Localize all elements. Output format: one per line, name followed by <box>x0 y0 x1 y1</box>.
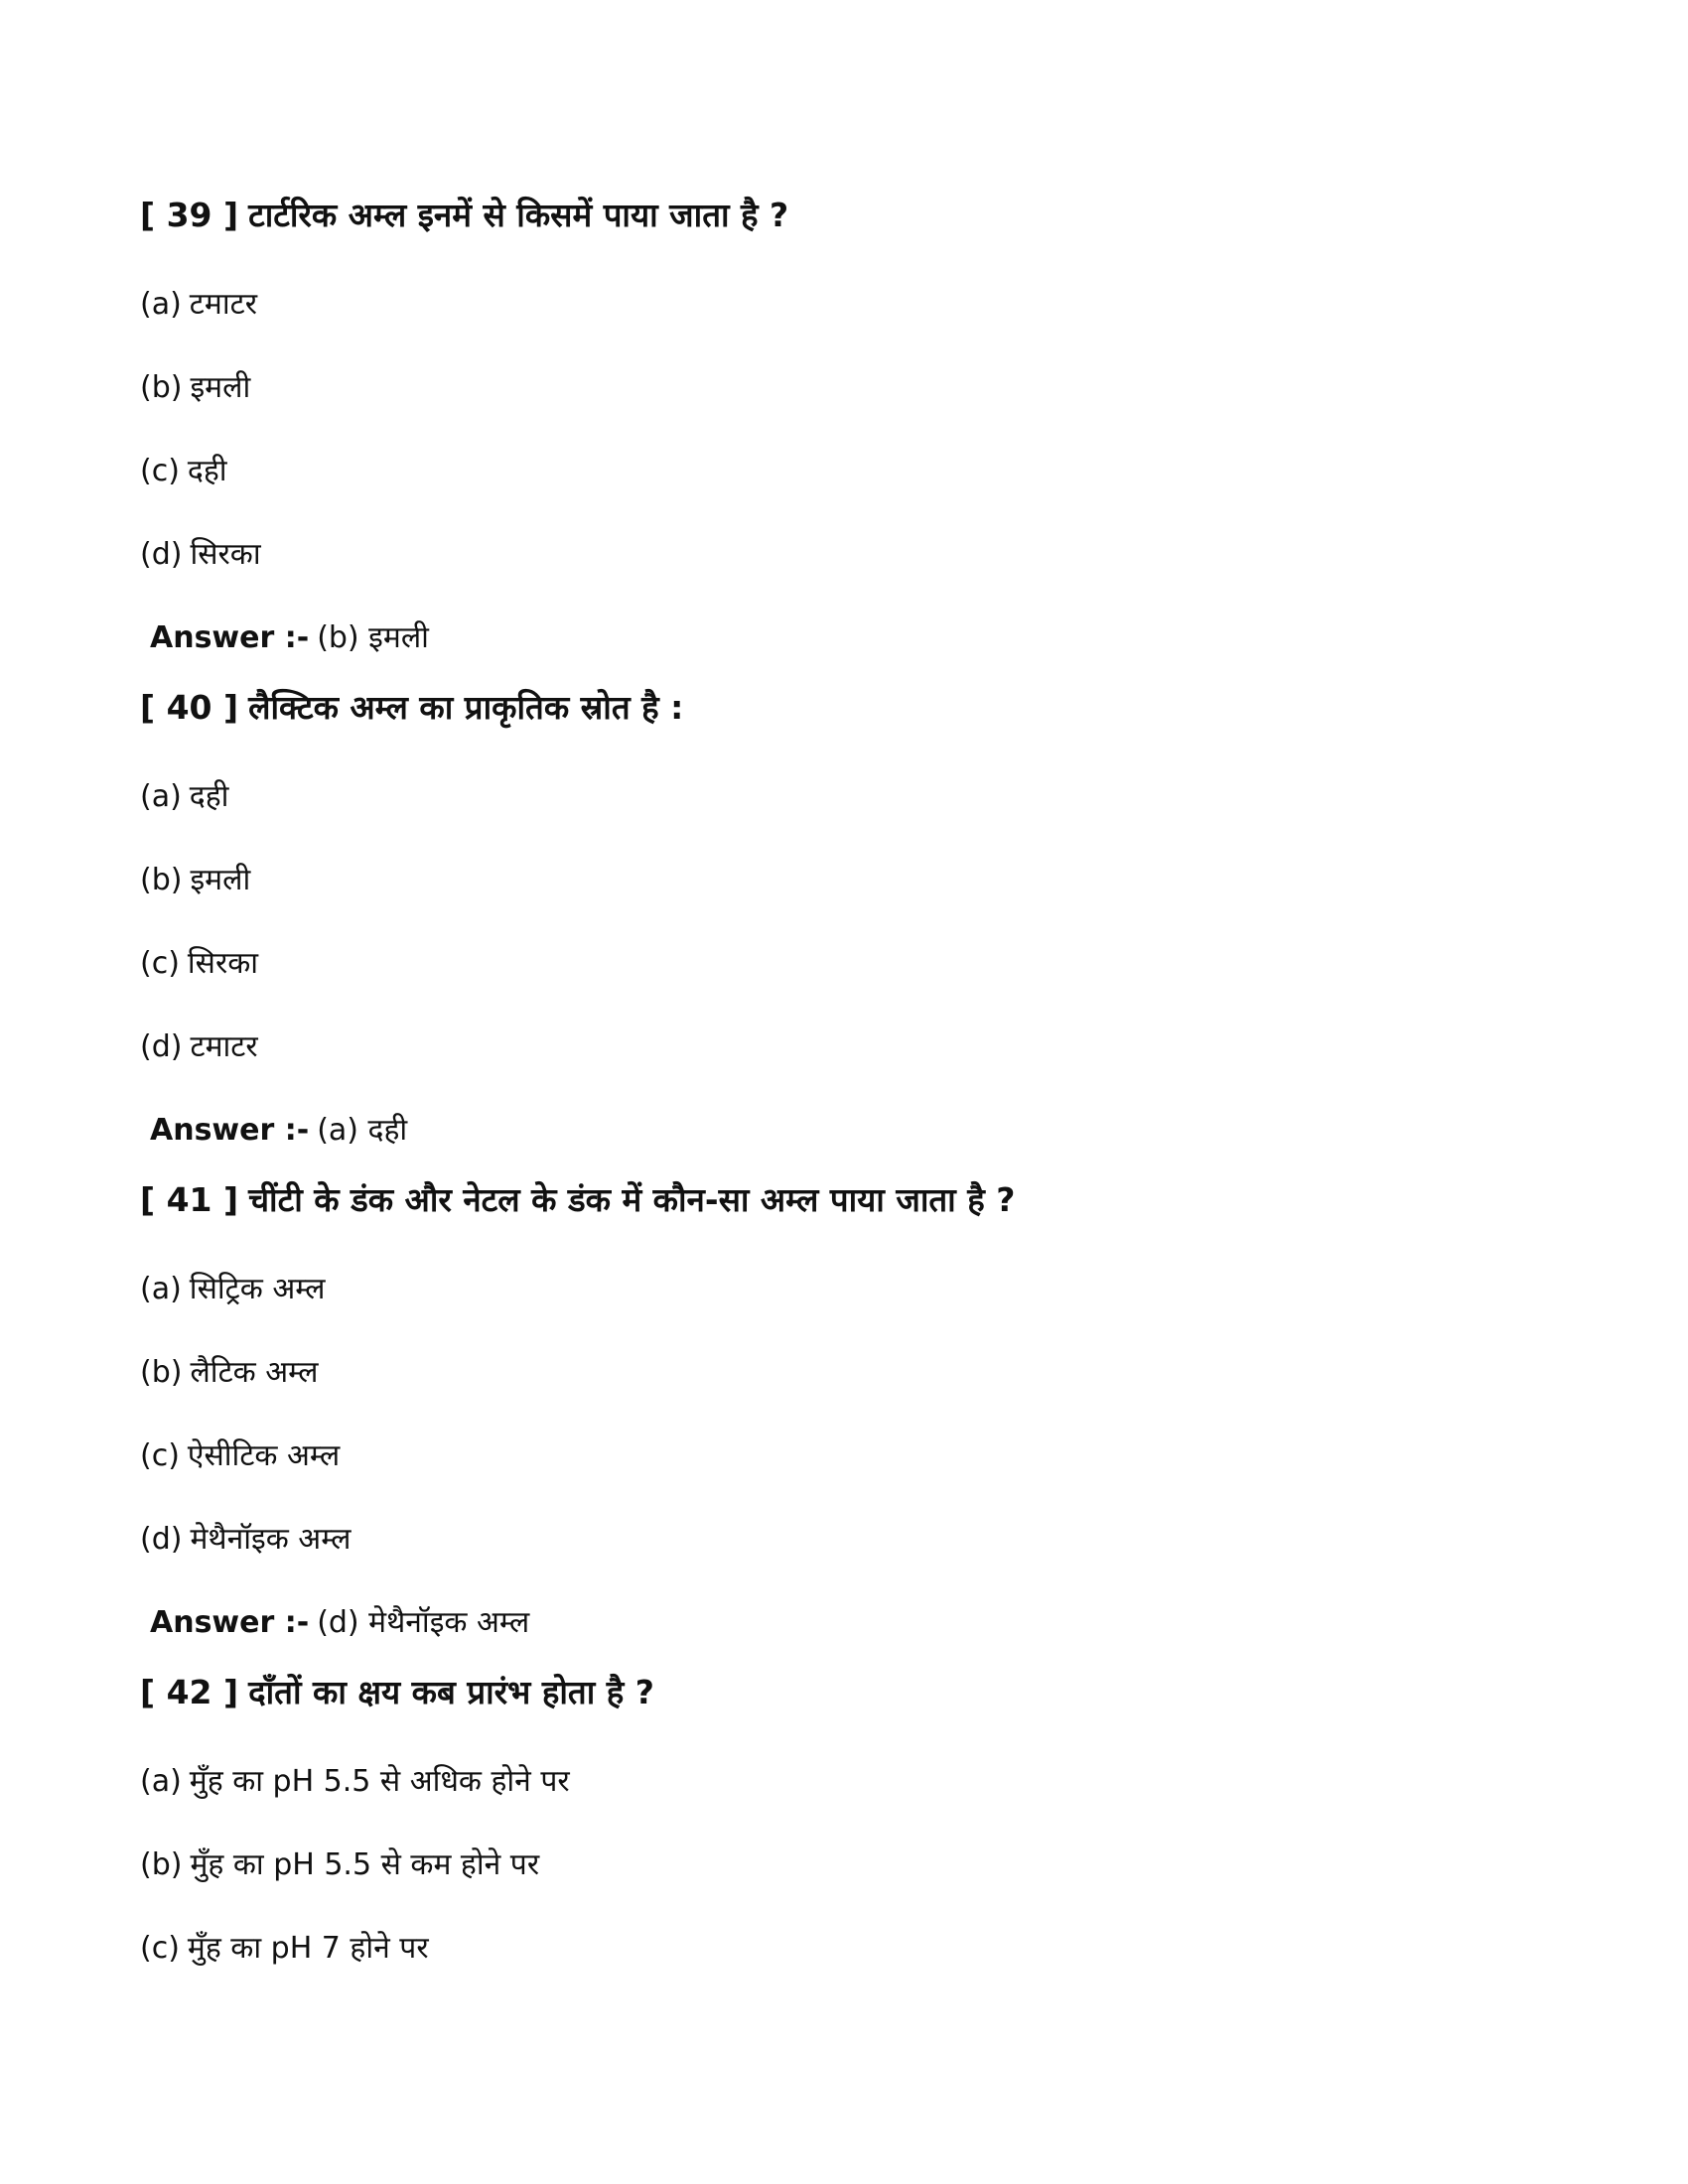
question-39 <box>140 195 1569 657</box>
option-text: टमाटर <box>189 287 258 322</box>
option-label: (c) <box>140 454 180 488</box>
question-39-answer <box>140 619 1569 657</box>
option-label: (d) <box>140 537 183 572</box>
option-text: दही <box>189 779 229 814</box>
answer-value: (b) इमली <box>317 620 429 655</box>
question-40-text: लैक्टिक अम्ल का प्राकृतिक स्रोत है : <box>248 688 684 727</box>
question-40-option-a <box>140 778 1569 816</box>
question-41-option-b <box>140 1354 1569 1392</box>
question-41-number: [ 41 ] <box>140 1180 239 1219</box>
question-40 <box>140 687 1569 1150</box>
option-text: दही <box>187 454 227 488</box>
option-label: (d) <box>140 1029 183 1064</box>
option-text: मुँह का pH 7 होने पर <box>187 1931 429 1966</box>
option-text: सिरका <box>190 537 261 572</box>
option-text: मुँह का pH 5.5 से अधिक होने पर <box>189 1764 570 1799</box>
question-40-answer <box>140 1112 1569 1150</box>
question-39-option-a <box>140 286 1569 324</box>
question-42-number: [ 42 ] <box>140 1673 239 1711</box>
option-text: ऐसीटिक अम्ल <box>187 1438 341 1473</box>
option-text: सिट्रिक अम्ल <box>189 1272 326 1306</box>
question-42-text: दाँतों का क्षय कब प्रारंभ होता है ? <box>248 1673 654 1711</box>
option-text: मुँह का pH 5.5 से कम होने पर <box>190 1847 540 1882</box>
question-39-option-c <box>140 453 1569 490</box>
question-42 <box>140 1672 1569 1968</box>
question-41-option-c <box>140 1437 1569 1475</box>
question-42-header <box>140 1672 1569 1713</box>
option-label: (b) <box>140 1847 183 1882</box>
question-39-option-b <box>140 369 1569 407</box>
option-label: (a) <box>140 1272 182 1306</box>
question-40-number: [ 40 ] <box>140 688 239 727</box>
question-39-header <box>140 195 1569 236</box>
option-label: (a) <box>140 1764 182 1799</box>
question-41-answer <box>140 1604 1569 1642</box>
option-label: (b) <box>140 370 183 405</box>
answer-value: (d) मेथैनॉइक अम्ल <box>317 1605 530 1640</box>
option-label: (d) <box>140 1522 183 1557</box>
question-41-option-a <box>140 1271 1569 1308</box>
option-text: इमली <box>190 863 251 897</box>
option-label: (a) <box>140 779 182 814</box>
option-text: मेथैनॉइक अम्ल <box>190 1522 352 1557</box>
question-42-option-b <box>140 1846 1569 1884</box>
question-40-option-d <box>140 1028 1569 1066</box>
option-text: लैटिक अम्ल <box>190 1355 319 1390</box>
question-40-header <box>140 687 1569 729</box>
option-label: (b) <box>140 863 183 897</box>
question-42-option-a <box>140 1763 1569 1801</box>
option-label: (c) <box>140 1931 180 1966</box>
option-label: (c) <box>140 1438 180 1473</box>
question-40-option-b <box>140 862 1569 899</box>
question-40-option-c <box>140 945 1569 983</box>
option-text: इमली <box>190 370 251 405</box>
question-41 <box>140 1179 1569 1642</box>
answer-label: Answer :- <box>150 1605 310 1640</box>
question-41-text: चींटी के डंक और नेटल के डंक में कौन-सा अम्ल पाया जाता है ? <box>248 1180 1016 1219</box>
question-41-header <box>140 1179 1569 1221</box>
question-39-text: टार्टरिक अम्ल इनमें से किसमें पाया जाता है ? <box>248 196 789 234</box>
option-text: टमाटर <box>190 1029 258 1064</box>
question-39-number: [ 39 ] <box>140 196 239 234</box>
option-label: (a) <box>140 287 182 322</box>
answer-label: Answer :- <box>150 620 310 655</box>
option-label: (c) <box>140 946 180 981</box>
answer-label: Answer :- <box>150 1113 310 1148</box>
option-text: सिरका <box>187 946 259 981</box>
question-41-option-d <box>140 1521 1569 1559</box>
option-label: (b) <box>140 1355 183 1390</box>
question-39-option-d <box>140 536 1569 574</box>
answer-value: (a) दही <box>317 1113 408 1148</box>
question-42-option-c <box>140 1930 1569 1968</box>
